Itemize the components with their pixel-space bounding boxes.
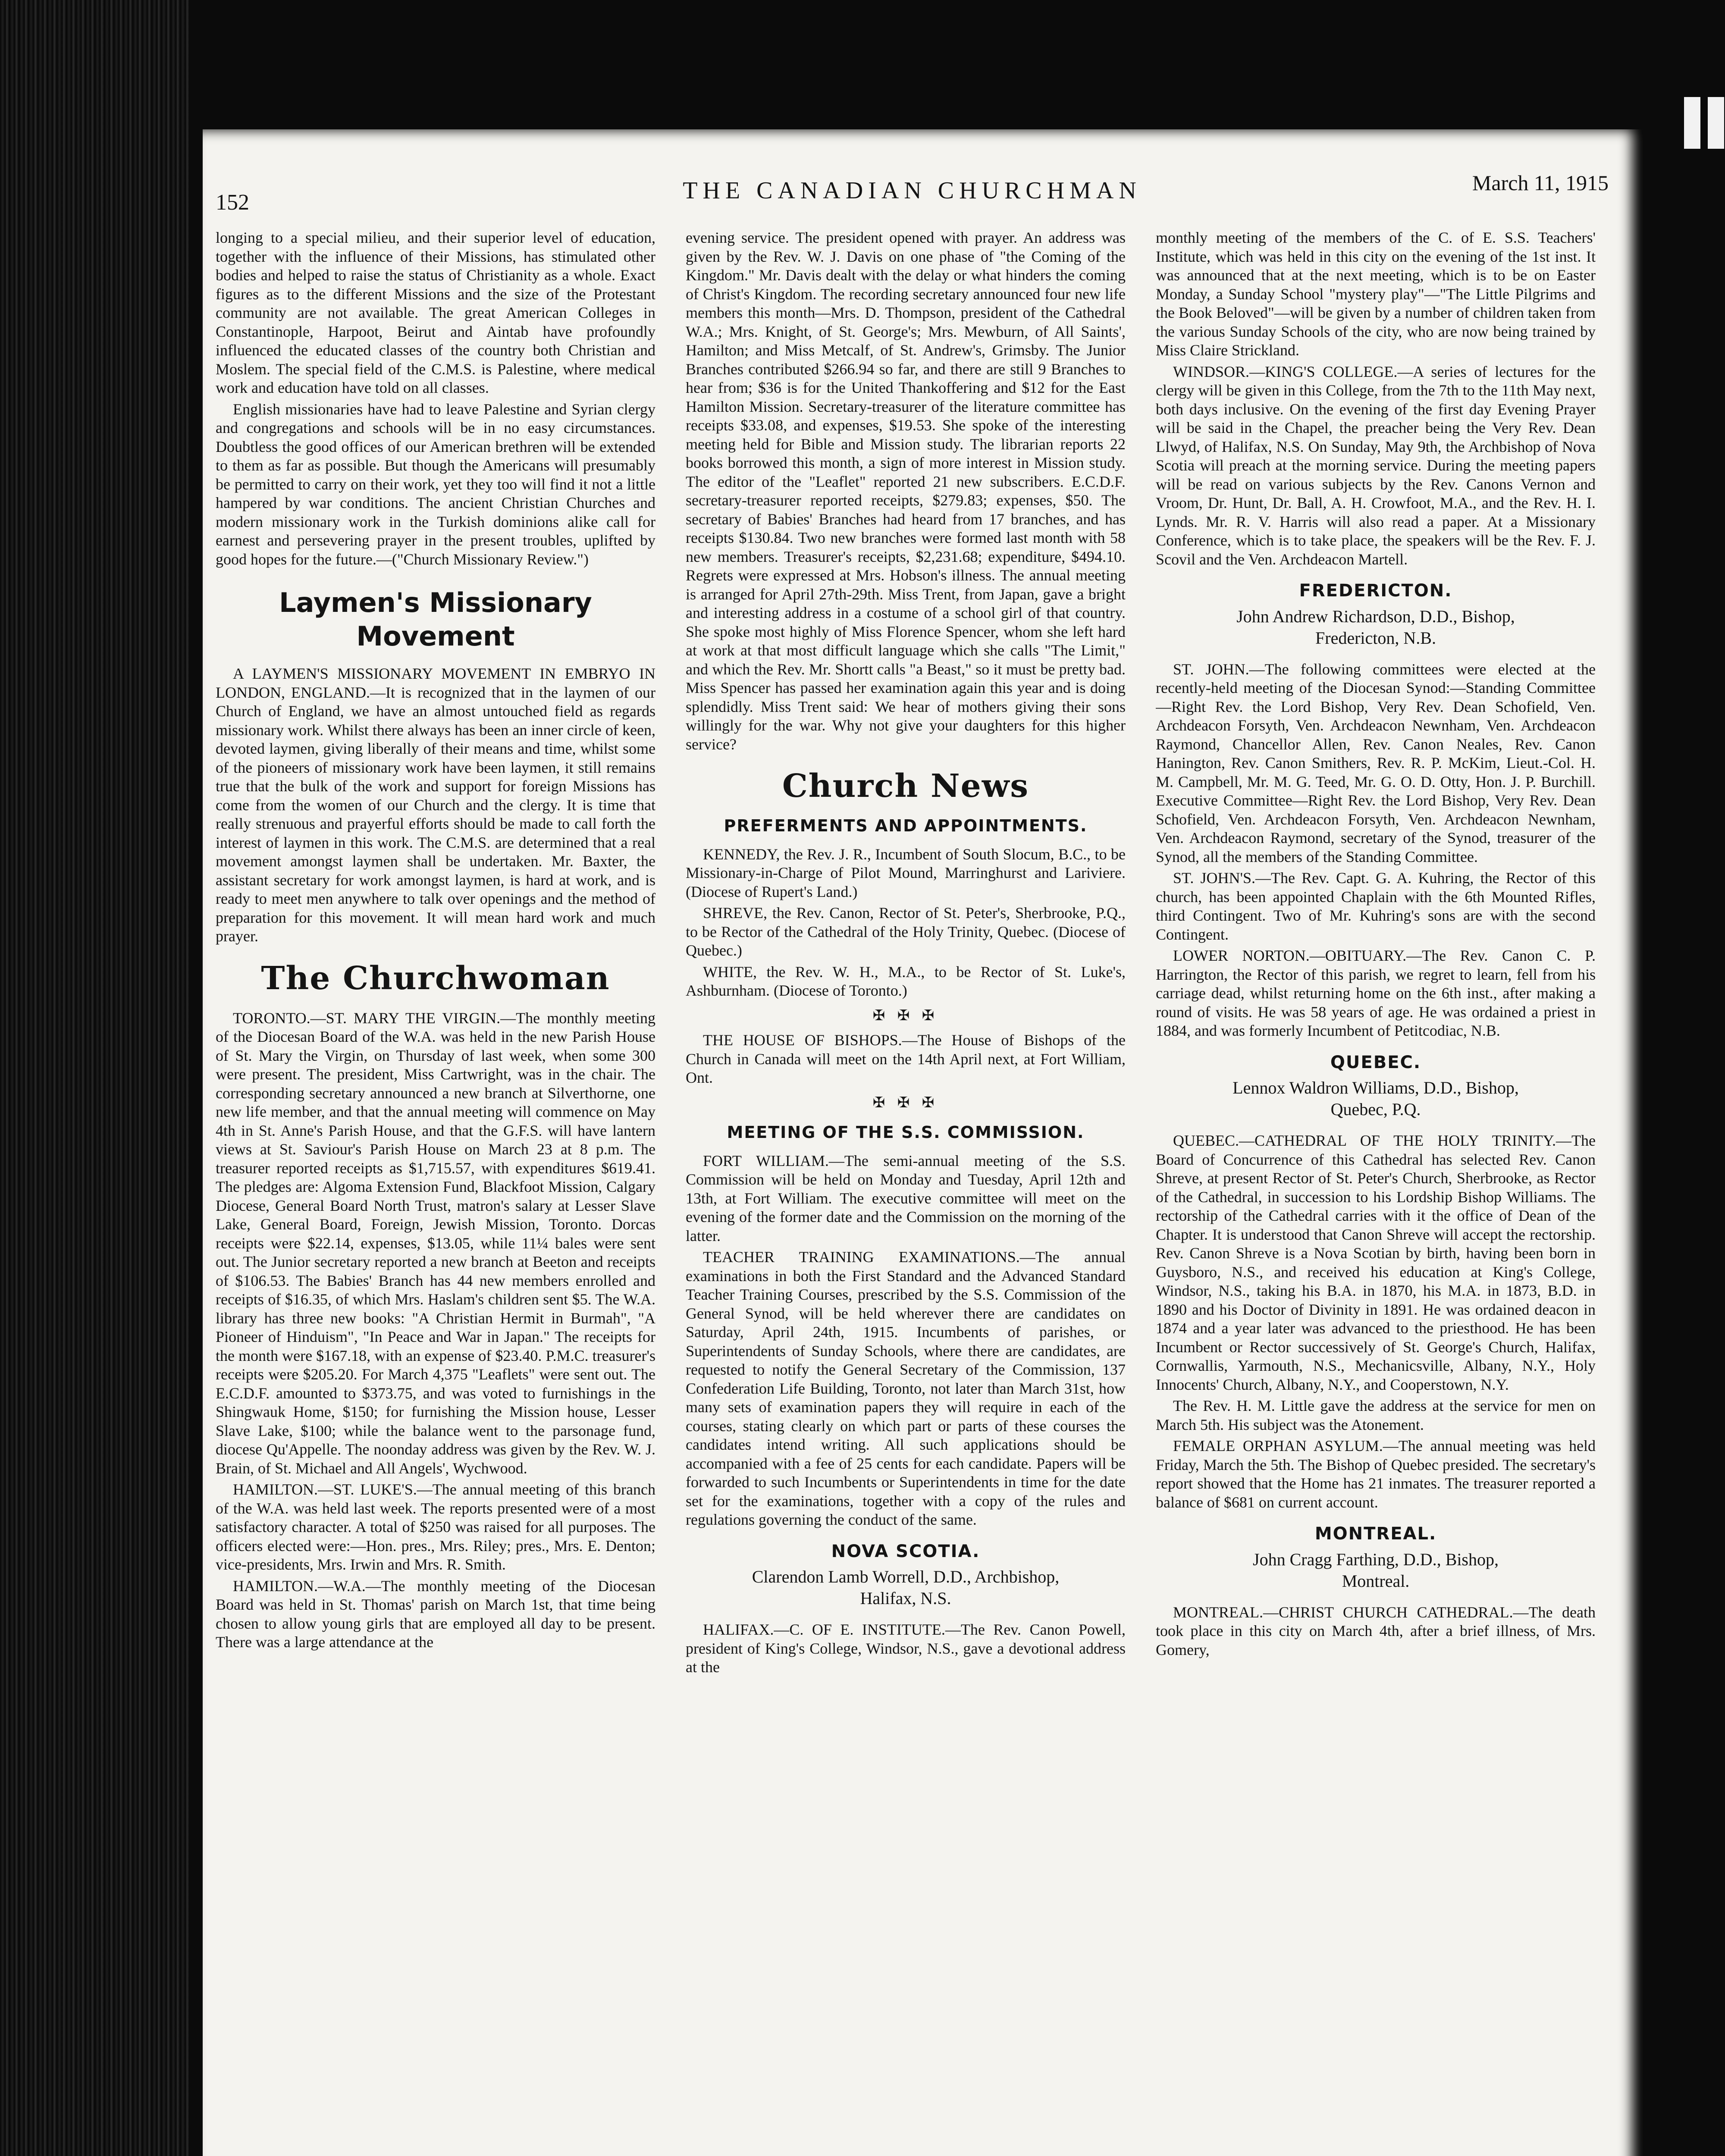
- article-paragraph: HAMILTON.—W.A.—The monthly meeting of the Diocesan Board was held in St. Thomas' parish on March 1st, that time being chosen to allow young girls that are employed all day to be present. There was a large attendance at the: [216, 1577, 656, 1651]
- article-paragraph: MONTREAL.—CHRIST CHURCH CATHEDRAL.—The death took place in this city on March 4th, after a brief illness, of Mrs. Gomery,: [1156, 1603, 1596, 1658]
- page-edge-tab: [1708, 97, 1724, 149]
- bishop-see: Montreal.: [1342, 1571, 1410, 1591]
- article-paragraph: QUEBEC.—CATHEDRAL OF THE HOLY TRINITY.—The Board of Concurrence of this Cathedral has selected Rev. Canon Shreve, at present Rector of St. Peter's Church, Sherbrooke, as Rector of the Cathedral, in succession to his Lordship Bishop Williams. The rectorship of the Cathedral carries with it the office of Dean of the Chapter. It is understood that Canon Shreve will accept the rectorship. Rev. Canon Shreve is a Nova Scotian by birth, having been born in Guysboro, N.S., and received his education at King's College, Windsor, N.S., taking his B.A. in 1870, his M.A. in 1873, B.D. in 1890 and his Doctor of Divinity in 1891. He was ordained deacon in 1874 and a year later was advanced to the priesthood. He has been Incumbent or Rector successively of St. George's Church, Halifax, Cornwallis, Yarmouth, N.S., Mechanicsville, Albany, N.Y., Holy Innocents' Church, Albany, N.Y., and Cooperstown, N.Y.: [1156, 1132, 1596, 1393]
- diocese-heading-montreal: MONTREAL.: [1314, 1524, 1437, 1544]
- section-heading-churchwoman: The Churchwoman: [261, 959, 610, 997]
- bishop-name: John Andrew Richardson, D.D., Bishop,: [1236, 606, 1515, 626]
- subheading-ss-commission: MEETING OF THE S.S. COMMISSION.: [727, 1123, 1085, 1142]
- column-3: [1156, 229, 1596, 2156]
- article-paragraph: monthly meeting of the members of the C. of E. S.S. Teachers' Institute, which was held in this city on the evening of the 1st inst. It was announced that at the next meeting, which is to be on Easter Monday, a Sunday School "mystery play"—"The Little Pilgrims and the Book Beloved"—will be given by a number of children taken from the various Sunday Schools of the city, who are now being trained by Miss Claire Strickland.: [1156, 229, 1596, 359]
- diocese-heading-nova-scotia: NOVA SCOTIA.: [831, 1541, 980, 1561]
- bishop-name: Clarendon Lamb Worrell, D.D., Archbishop,: [752, 1567, 1060, 1586]
- section-divider: ✠ ✠ ✠: [872, 1094, 939, 1111]
- bishop-line: [1156, 1549, 1596, 1592]
- section-heading-church-news: Church News: [782, 768, 1029, 805]
- column-2: [686, 229, 1126, 2156]
- column-1: [216, 229, 656, 2156]
- bishop-line: [686, 1566, 1126, 1609]
- bishop-name: John Cragg Farthing, D.D., Bishop,: [1253, 1549, 1499, 1569]
- section-divider: ✠ ✠ ✠: [872, 1007, 939, 1024]
- bishop-name: Lennox Waldron Williams, D.D., Bishop,: [1233, 1078, 1519, 1097]
- article-paragraph: ST. JOHN.—The following committees were elected at the recently-held meeting of the Diocesan Synod:—Standing Committee—Right Rev. the Lord Bishop, Very Rev. Dean Schofield, Ven. Archdeacon Forsyth, Ven. Archdeacon Newnham, Ven. Archdeacon Raymond, Chancellor Allen, Rev. Canon Neales, Rev. Canon Hanington, Rev. Canon Smithers, Rev. R. P. McKim, Lieut.-Col. H. M. Campbell, Mr. M. G. Teed, Mr. G. O. D. Otty, Hon. J. P. Burchill. Executive Committee—Right Rev. the Lord Bishop, Very Rev. Dean Schofield, Ven. Archdeacon Forsyth, Ven. Archdeacon Newnham, Ven. Archdeacon Raymond, secretary of the Synod, treasurer of the Synod, all the members of the Standing Committee.: [1156, 660, 1596, 865]
- article-paragraph: The Rev. H. M. Little gave the address at the service for men on March 5th. His subject was the Atonement.: [1156, 1397, 1596, 1433]
- bishop-see: Fredericton, N.B.: [1315, 628, 1436, 648]
- bishop-line: [1156, 1077, 1596, 1120]
- journal-title: THE CANADIAN CHURCHMAN: [683, 177, 1142, 204]
- diocese-heading-fredericton: FREDERICTON.: [1299, 581, 1452, 601]
- section-heading-laymen: Laymen's Missionary Movement: [279, 587, 592, 652]
- article-paragraph: LOWER NORTON.—OBITUARY.—The Rev. Canon C. P. Harrington, the Rector of this parish, we regret to learn, fell from his carriage dead, whilst returning home on the 6th inst., after making a round of visits. He was 58 years of age. He was ordained a priest in 1884, and was formerly Incumbent of Petitcodiac, N.B.: [1156, 947, 1596, 1039]
- bishop-see: Halifax, N.S.: [860, 1589, 951, 1608]
- page-number: 152: [216, 190, 249, 215]
- article-paragraph: WINDSOR.—KING'S COLLEGE.—A series of lectures for the clergy will be given in this College, from the 7th to the 11th May next, both days inclusive. On the evening of the first day Evening Prayer will be said in the Chapel, the preacher being the Very Rev. Dean Llwyd, of Halifax, N.S. On Sunday, May 9th, the Archbishop of Nova Scotia will preach at the morning service. During the meeting papers will be read on various subjects by the Rev. Canons Vernon and Vroom, Dr. Hunt, Dr. Ball, A. H. Crowfoot, M.A., and the Rev. H. I. Lynds. Mr. R. V. Harris will also read a paper. At a Missionary Conference, which is to take place, the speakers will be the Rev. F. J. Scovil and the Ven. Archdeacon Martell.: [1156, 363, 1596, 568]
- bishop-see: Quebec, P.Q.: [1330, 1100, 1421, 1119]
- article-paragraph: A LAYMEN'S MISSIONARY MOVEMENT IN EMBRYO IN LONDON, ENGLAND.—It is recognized that in the laymen of our Church of England, we have an almost untouched field as regards missionary work. Whilst there always has been an inner circle of keen, devoted laymen, giving liberally of their means and time, whilst some of the pioneers of missionary work have been laymen, it still remains true that the bulk of the work and support for foreign Missions has come from the women of our Church and the clergy. It is time that really strenuous and prayerful efforts should be made to call forth the interest of laymen in this work. The C.M.S. are determined that a real movement amongst laymen shall be undertaken. Mr. Baxter, the assistant secretary for work amongst laymen, is hard at work, and is ready to meet men anywhere to talk over openings and the method of preparation for this movement. It will mean hard work and much prayer.: [216, 665, 656, 945]
- article-paragraph: TORONTO.—ST. MARY THE VIRGIN.—The monthly meeting of the Diocesan Board of the W.A. was held in the new Parish House of St. Mary the Virgin, on Thursday of last week, when some 300 were present. The president, Miss Cartwright, was in the chair. The corresponding secretary announced a new branch at Silverthorne, one new life member, and that the annual meeting will commence on May 4th in St. Anne's Parish House, and that the G.F.S. will have lantern views at St. Saviour's Parish House on March 23 at 8 p.m. The treasurer reported receipts as $1,715.57, with expenditures $619.41. The pledges are: Algoma Extension Fund, Blackfoot Mission, Calgary Diocese, General Board North Trust, matron's salary at Lesser Slave Lake, General Board, Foreign, Jewish Mission, Toronto. Dorcas receipts were $22.14, expenses, $13.05, while 11¼ bales were sent out. The Junior secretary reported a new branch at Beeton and receipts of $106.53. The Babies' Branch has 44 new members enrolled and receipts of $16.35, of which Mrs. Haslam's children sent $5. The W.A. library has three new books: "A Christian Hermit in Burmah", "A Pioneer of Hinduism", "In Peace and War in Japan." The receipts for the month were $167.18, with an expense of $23.40. P.M.C. treasurer's receipts were $205.20. For March 4,375 "Leaflets" were sent out. The E.C.D.F. amounted to $373.75, and was voted to furnishings in the Shingwauk Home, $150; for furnishing the Mission house, Lesser Slave Lake, $100; while the balance went to the parsonage fund, diocese Qu'Appelle. The noonday address was given by the Rev. W. J. Brain, of St. Michael and All Angels', Wychwood.: [216, 1009, 656, 1477]
- article-paragraph: KENNEDY, the Rev. J. R., Incumbent of South Slocum, B.C., to be Missionary-in-Charge of Pilot Mound, Marringhurst and Lariviere. (Diocese of Rupert's Land.): [686, 845, 1126, 900]
- article-paragraph: THE HOUSE OF BISHOPS.—The House of Bishops of the Church in Canada will meet on the 14th April next, at Fort William, Ont.: [686, 1031, 1126, 1086]
- page-content: [216, 168, 1609, 2156]
- running-header: [216, 168, 1609, 224]
- page-edge-tab: [1684, 97, 1700, 149]
- article-paragraph: FEMALE ORPHAN ASYLUM.—The annual meeting was held Friday, March the 5th. The Bishop of Quebec presided. The secretary's report showed that the Home has 21 inmates. The treasurer reported a balance of $681 on current account.: [1156, 1437, 1596, 1511]
- article-paragraph: WHITE, the Rev. W. H., M.A., to be Rector of St. Luke's, Ashburnham. (Diocese of Toronto.): [686, 963, 1126, 999]
- article-paragraph: HAMILTON.—ST. LUKE'S.—The annual meeting of this branch of the W.A. was held last week. The reports presented were of a most satisfactory character. A total of $250 was raised for all purposes. The officers elected were:—Hon. pres., Mrs. Riley; pres., Mrs. E. Denton; vice-presidents, Mrs. Irwin and Mrs. R. Smith.: [216, 1481, 656, 1573]
- diocese-heading-quebec: QUEBEC.: [1330, 1052, 1421, 1072]
- article-paragraph: longing to a special milieu, and their superior level of education, together with the influence of their Missions, has stimulated other bodies and helped to raise the status of Christianity as a whole. Exact figures as to the different Missions and the size of the Protestant community are not available. The great American Colleges in Constantinople, Harpoot, Beirut and Aintab have profoundly influenced the educated classes of the country both Christian and Moslem. The special field of the C.M.S. is Palestine, where medical work and education have told on all classes.: [216, 229, 656, 396]
- newspaper-page: [203, 129, 1643, 2156]
- article-paragraph: ST. JOHN'S.—The Rev. Capt. G. A. Kuhring, the Rector of this church, has been appointed Chaplain with the 6th Mounted Rifles, third Contingent. Two of Mr. Kuhring's sons are with the second Contingent.: [1156, 869, 1596, 943]
- article-paragraph: evening service. The president opened with prayer. An address was given by the Rev. W. J. Davis on one phase of "the Coming of the Kingdom." Mr. Davis dealt with the delay or what hinders the coming of Christ's Kingdom. The recording secretary announced four new life members this month—Mrs. D. Thompson, president of the Cathedral W.A.; Mrs. Knight, of St. George's; Mrs. Mewburn, of All Saints', Hamilton; and Miss Metcalf, of St. Andrew's, Grimsby. The Junior Branches contributed $266.94 so far, and there are still 9 Branches to hear from; $36 is for the United Thankoffering and $12 for the East Hamilton Mission. Secretary-treasurer of the literature committee has receipts $33.08, and expenses, $19.53. She spoke of the interesting meeting held for Bible and Mission study. The librarian reports 22 books borrowed this month, a sign of more interest in Mission study. The editor of the "Leaflet" reported 21 new subscribers. E.C.D.F. secretary-treasurer reported receipts, $279.83; expenses, $50. The secretary of Babies' Branches had heard from 17 branches, and has receipts $130.84. Two new branches were formed last month with 58 new members. Treasurer's receipts, $2,231.68; expenditure, $494.10. Regrets were expressed at Mrs. Hobson's illness. The annual meeting is arranged for April 27th-29th. Miss Trent, from Japan, gave a bright and interesting address in a costume of a school girl of that country. She spoke most highly of Miss Florence Spencer, whom she left hard at work at that most difficult language which she calls "The Limit," and which the Rev. Mr. Shortt calls "a Beast," so it must be pretty bad. Miss Spencer has passed her examination again this year and is doing splendidly. Miss Trent said: We hear of mothers giving their sons willingly for the war. Why not give your daughters for this higher service?: [686, 229, 1126, 753]
- subheading-preferments: PREFERMENTS AND APPOINTMENTS.: [724, 816, 1088, 835]
- issue-date: March 11, 1915: [1472, 171, 1609, 195]
- article-paragraph: English missionaries have had to leave Palestine and Syrian clergy and congregations and schools will be in no easy circumstances. Doubtless the good offices of our American brethren will be extended to them as far as possible. But though the Americans will presumably be permitted to carry on their work, yet they too will find it not a little hampered by war conditions. The ancient Christian Churches and modern missionary work in the Turkish dominions alike call for earnest and persevering prayer in the present troubles, uplifted by good hopes for the future.—("Church Missionary Review."): [216, 400, 656, 568]
- article-paragraph: FORT WILLIAM.—The semi-annual meeting of the S.S. Commission will be held on Monday and Tuesday, April 12th and 13th, at Fort William. The executive committee will meet on the evening of the former date and the Commission on the morning of the latter.: [686, 1152, 1126, 1244]
- article-paragraph: TEACHER TRAINING EXAMINATIONS.—The annual examinations in both the First Standard and the Advanced Standard Teacher Training Courses, prescribed by the S.S. Commission of the General Synod, will be held wherever there are candidates on Saturday, April 24th, 1915. Incumbents of parishes, or Superintendents of Sunday Schools, where there are candidates, are requested to notify the General Secretary of the Commission, 137 Confederation Life Building, Toronto, not later than March 31st, how many sets of examination papers they will require in each of the courses, stating clearly on which part or parts of these courses the candidates intend writing. All such applications should be accompanied with a fee of 25 cents for each candidate. Papers will be forwarded to such Incumbents or Superintendents in time for the date set for the examinations, together with a copy of the rules and regulations governing the conduct of the same.: [686, 1248, 1126, 1528]
- bishop-line: [1156, 606, 1596, 649]
- article-paragraph: SHREVE, the Rev. Canon, Rector of St. Peter's, Sherbrooke, P.Q., to be Rector of the Cathedral of the Holy Trinity, Quebec. (Diocese of Quebec.): [686, 904, 1126, 959]
- article-paragraph: HALIFAX.—C. OF E. INSTITUTE.—The Rev. Canon Powell, president of King's College, Windsor, N.S., gave a devotional address at the: [686, 1621, 1126, 1676]
- book-binding-edge: [0, 0, 190, 2156]
